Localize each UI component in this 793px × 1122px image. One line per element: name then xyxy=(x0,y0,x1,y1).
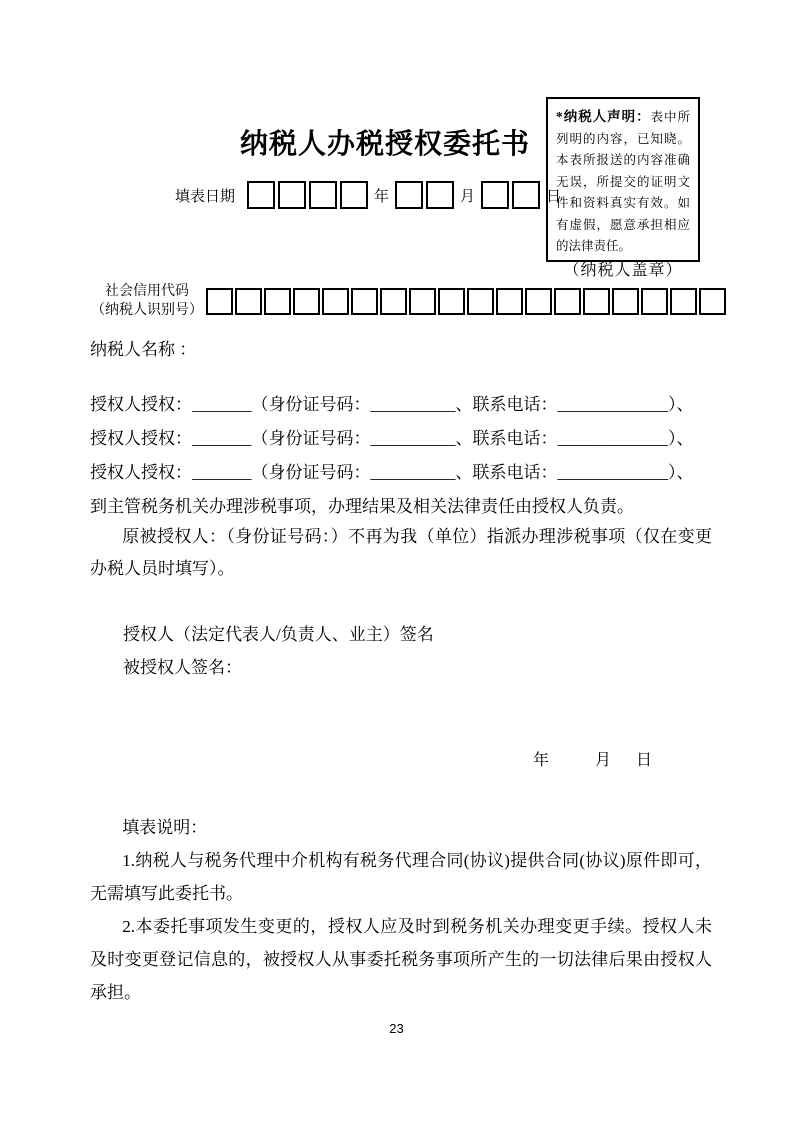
input-cell-box[interactable] xyxy=(293,288,320,315)
page-title: 纳税人办税授权委托书 xyxy=(239,129,530,160)
taxpayer-seal-note: （纳税人盖章） xyxy=(563,261,683,279)
authorizer-signature-label: 授权人（法定代表人/负责人、业主）签名 xyxy=(123,625,434,644)
fill-date-label: 填表日期 xyxy=(175,188,236,205)
input-cell-box[interactable] xyxy=(309,181,337,209)
input-cell-box[interactable] xyxy=(554,288,581,315)
month-input-boxes xyxy=(395,181,454,209)
authorization-block xyxy=(90,388,718,524)
authorized-signature-label: 被授权人签名： xyxy=(123,658,242,677)
input-cell-box[interactable] xyxy=(583,288,610,315)
instructions-section xyxy=(90,811,712,1009)
credit-code-row xyxy=(88,282,726,320)
input-cell-box[interactable] xyxy=(322,288,349,315)
input-cell-box[interactable] xyxy=(512,181,540,209)
day-label: 日 xyxy=(546,188,562,205)
input-cell-box[interactable] xyxy=(351,288,378,315)
sign-year-label: 年 xyxy=(533,752,550,769)
input-cell-box[interactable] xyxy=(206,288,233,315)
input-cell-box[interactable] xyxy=(264,288,291,315)
input-cell-box[interactable] xyxy=(235,288,262,315)
input-cell-box[interactable] xyxy=(467,288,494,315)
month-label: 月 xyxy=(460,188,476,205)
input-cell-box[interactable] xyxy=(247,181,275,209)
year-label: 年 xyxy=(374,188,390,205)
page-number: 23 xyxy=(389,1021,404,1036)
credit-code-label-line2: （纳税人识别号） xyxy=(91,303,203,318)
authorization-line: 授权人授权：_______（身份证号码：__________、联系电话：_____________）、 xyxy=(90,395,694,414)
authorization-line: 授权人授权：_______（身份证号码：__________、联系电话：_____________）、 xyxy=(90,429,694,448)
sign-month-label: 月 xyxy=(595,752,612,769)
input-cell-box[interactable] xyxy=(496,288,523,315)
day-input-boxes xyxy=(481,181,540,209)
sign-day-label: 日 xyxy=(636,752,653,769)
input-cell-box[interactable] xyxy=(670,288,697,315)
authorization-line: 授权人授权：_______（身份证号码：__________、联系电话：_____________）、 xyxy=(90,463,694,482)
input-cell-box[interactable] xyxy=(395,181,423,209)
input-cell-box[interactable] xyxy=(525,288,552,315)
instruction-item: 2.本委托事项发生变更的，授权人应及时到税务机关办理变更手续。授权人未及时变更登记信息的，被授权人从事委托税务事项所产生的一切法律后果由授权人承担。 xyxy=(90,917,712,1002)
input-cell-box[interactable] xyxy=(409,288,436,315)
authorization-closing: 到主管税务机关办理涉税事项，办理结果及相关法律责任由授权人负责。 xyxy=(90,497,634,516)
input-cell-box[interactable] xyxy=(699,288,726,315)
taxpayer-name-label: 纳税人名称 ： xyxy=(90,340,197,359)
input-cell-box[interactable] xyxy=(426,181,454,209)
credit-code-input-boxes xyxy=(206,288,726,315)
declaration-title: *纳税人声明： xyxy=(556,109,651,124)
input-cell-box[interactable] xyxy=(278,181,306,209)
sign-date-line xyxy=(533,747,652,770)
instruction-item: 1.纳税人与税务代理中介机构有税务代理合同(协议)提供合同(协议)原件即可，无需填写此委托书。 xyxy=(90,851,712,903)
credit-code-label xyxy=(88,282,206,320)
fill-date-row xyxy=(175,179,567,211)
input-cell-box[interactable] xyxy=(380,288,407,315)
declaration-body: 表中所列明的内容，已知晓。本表所报送的内容准确无误，所提交的证明文件和资料真实有效。如有虚假，愿意承担相应的法律责任。 xyxy=(556,110,690,253)
input-cell-box[interactable] xyxy=(612,288,639,315)
credit-code-label-line1: 社会信用代码 xyxy=(105,284,189,299)
input-cell-box[interactable] xyxy=(340,181,368,209)
revocation-clause: 原被授权人：（身份证号码：）不再为我（单位）指派办理涉税事项（仅在变更办税人员时填写）。 xyxy=(90,527,712,578)
input-cell-box[interactable] xyxy=(641,288,668,315)
input-cell-box[interactable] xyxy=(481,181,509,209)
input-cell-box[interactable] xyxy=(438,288,465,315)
year-input-boxes xyxy=(247,181,368,209)
instructions-heading: 填表说明： xyxy=(122,818,208,837)
